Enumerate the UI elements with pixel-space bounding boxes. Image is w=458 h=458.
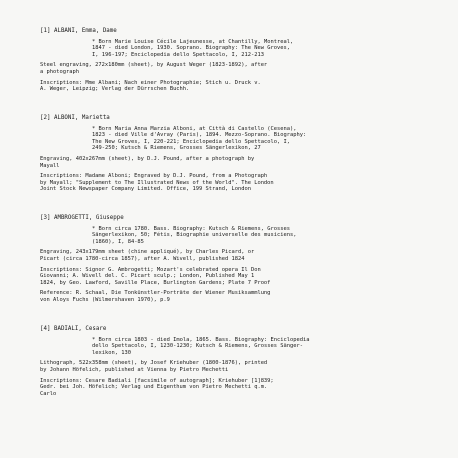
entry-heading: [4] BADIALI, Cesare bbox=[40, 326, 107, 332]
entry-print-description: Engraving, 402x267mm (sheet), by D.J. Pound, after a photograph by Mayall bbox=[40, 155, 255, 169]
entry-albani bbox=[40, 28, 420, 97]
entry-inscriptions: Inscriptions: Madame Alboni; Engraved by D.J. Pound, from a Photograph by Mayall; "Supplement to The Illustrated News of the World". The London Joint Stock Newspaper Company Limited. Office, 199 Strand, London bbox=[40, 173, 274, 193]
entry-inscriptions: Inscriptions: Mme Albani; Nach einer Photographie; Stich u. Druck v. A. Weger, Leipzig; Verlag der Dürrschen Buchh. bbox=[40, 79, 261, 93]
entry-biography: * Born Marie Louise Cécile Lajeunesse, at Chantilly, Montreal, 1847 - died London, 1930. Soprano. Biography: The New Groves, I, 196-197; Enciclopedia dello Spettacolo, I, 212-213 bbox=[92, 38, 294, 58]
entry-print-description: Lithograph, 522x358mm (sheet), by Josef Kriehuber (1800-1876), printed by Johann Höfelich, published at Vienna by Pietro Mechetti bbox=[40, 360, 268, 373]
entry-biography: * Born circa 1803 - died Imola, 1865. Bass. Biography: Enciclopedia dello Spettacolo, I, 1230-1230; Kutsch & Riemens, Grosses Sänger- lexikon, 130 bbox=[92, 336, 310, 356]
entry-biography: * Born Maria Anna Marzia Alboni, at Città di Castello (Cesena), 1823 - died Ville d'Avray (Paris), 1894. Mezzo-Soprano. Biography: The New Groves, I, 220-221; Enciclopedia dello Spettacolo, I, 249-250; Kutsch & Riemens, Grosses Sängerlexikon, 27 bbox=[92, 125, 307, 152]
entry-inscriptions: Inscriptions: Signor G. Ambrogetti; Mozart's celebrated opera Il Don Giovanni; A. Wivell del. C. Picart sculp.; London, Published May 1 1824, by Geo. Lawford, Saville Place, Burlington Gardens; Plate 7 Proof bbox=[40, 266, 271, 286]
entry-reference: Reference: R. Schaal, Die Tonkünstler-Porträte der Wiener Musiksammlung von Aloys Fuchs (Wilmershaven 1970), p.9 bbox=[40, 290, 271, 303]
entry-alboni bbox=[40, 115, 420, 197]
entry-print-description: Engraving, 243x179mm sheet (chine appliqué), by Charles Picard, or Picart (circa 1780-circa 1857), after A. Wivell, published 1824 bbox=[40, 249, 255, 262]
entry-heading: [3] AMBROGETTI, Giuseppe bbox=[40, 215, 124, 221]
entry-heading: [2] ALBONI, Marietta bbox=[40, 115, 110, 121]
entry-ambrogetti bbox=[40, 215, 420, 308]
entry-heading: [1] ALBANI, Emma, Dame bbox=[40, 28, 117, 34]
entry-print-description: Steel engraving, 272x180mm (sheet), by August Weger (1823-1892), after a photograph bbox=[40, 62, 268, 75]
entry-badiali bbox=[40, 326, 420, 401]
entry-biography: * Born circa 1780. Bass. Biography: Kutsch & Riemens, Grosses Sängerlexikon, 50; Fétis, Biographie universelle des musiciens, (1860), I, 84-85 bbox=[92, 225, 297, 245]
entry-inscriptions: Inscriptions: Cesare Badiali [facsimile of autograph]; Kriehuber [1]839; Gedr. bei Joh. Höfelich; Verlag und Eigenthum von Pietro Mechetti q.m. Carlo bbox=[40, 377, 274, 397]
